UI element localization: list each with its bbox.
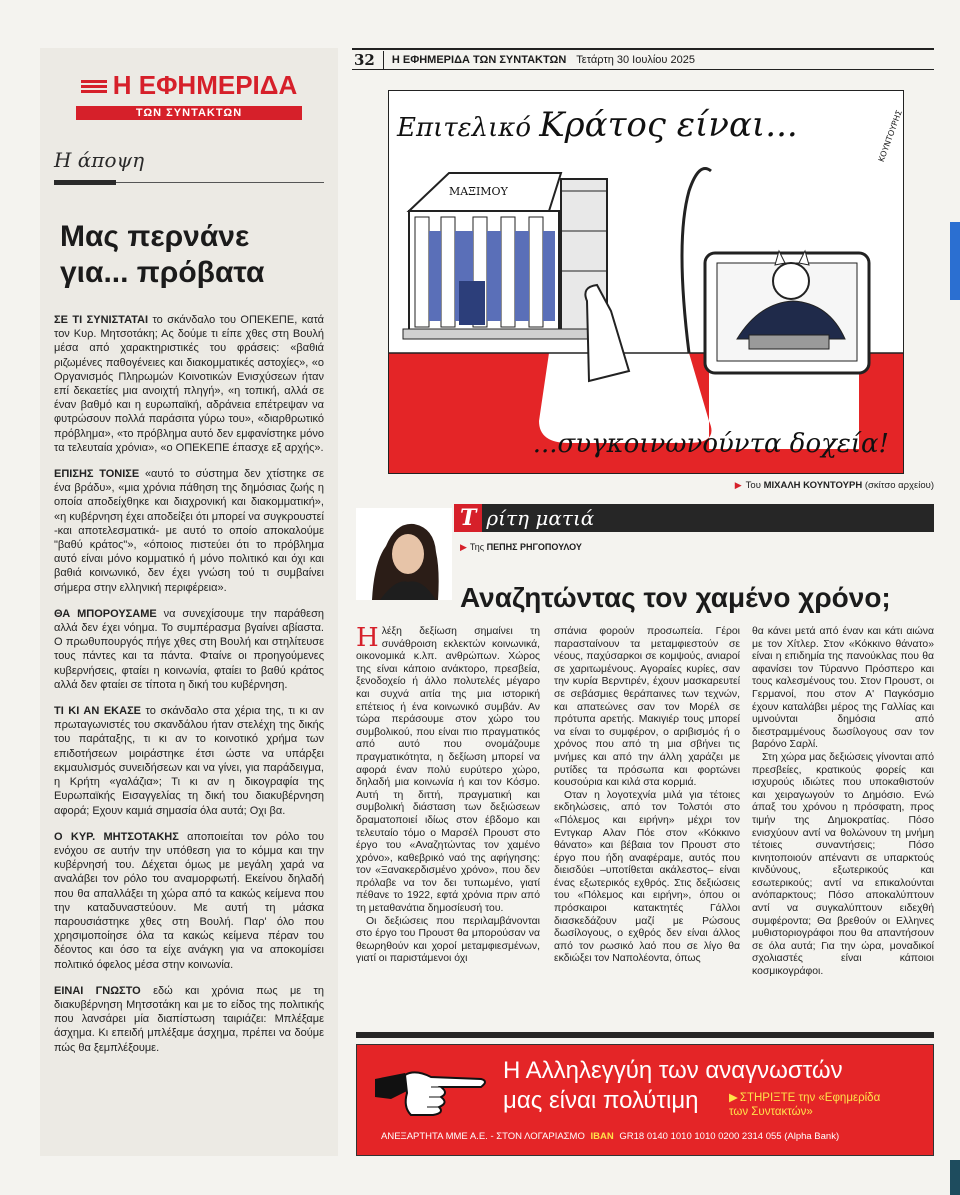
article-column-1 [356,623,540,966]
opinion-column [40,48,338,1156]
triangle-arrow-icon: ▶ [734,480,742,490]
paragraph-lead: ΤΙ ΚΙ ΑΝ ΕΚΑΣΕ [54,705,142,718]
paragraph-lead: ΘΑ ΜΠΟΡΟΥΣΑΜΕ [54,607,157,620]
article-headline: Αναζητώντας τον χαμένο χρόνο; [460,582,891,613]
opinion-paragraph [54,704,324,818]
bank-name: (Alpha Bank) [784,1131,840,1142]
byline-name: ΠΕΠΗΣ ΡΗΓΟΠΟΥΛΟΥ [486,542,582,552]
masthead-title: Η ΕΦΗΜΕΡΙΔΑ [112,70,298,100]
flag-stripes-icon [81,80,107,92]
credit-suffix: (σκίτσο αρχείου) [862,480,934,491]
support-cta[interactable] [729,1091,929,1119]
byline [460,542,582,553]
solidarity-banner[interactable] [356,1044,934,1156]
paragraph-text: το σκάνδαλο του ΟΠΕΚΕΠΕ, κατά τον Κυρ. Μητσοτάκη; Ας δούμε τι είπε χθες στη Βουλή μέσα από χαρακτηριστικές του φράσεις: «βαθιά ριζωμένες παθογένειες και διακομματικές αστοχίες», «ο Οργανισμός Πληρωμών Κοινοτικών Ενισχύσεων ήταν επί δεκαετίες μια ανοιχτή πληγή», «η τοπική, αλλά σε έναν βαθμό και η ευρωπαϊκή, αδράνεια επέτρεψαν να φυτρώσουν πολλά παράσιτα γύρω του», «διαρθρωτικό πρόβλημα», «το πρόβλημα αυτό δεν εμφανίστηκε μόνο τα τελευταία χρόνια», «ο ΟΠΕΚΕΠΕ έπασχε εξ αρχής». [54,314,325,454]
opinion-paragraph [54,984,324,1055]
building-label: ΜΑΞΙΜΟΥ [449,185,508,198]
pointing-hand-icon [371,1059,491,1121]
cartoon-caption-prefix: Επιτελικό [397,113,531,143]
account-holder: ΑΝΕΞΑΡΤΗΤΑ ΜΜΕ Α.Ε. - ΣΤΟΝ ΛΟΓΑΡΙΑΣΜΟ [381,1131,585,1142]
article-paragraph: θα κάνει μετά από έναν και κάτι αιώνα με τον Χίτλερ. Στον «Κόκκινο θάνατο» είναι η επιδημία της πανούκλας που θα αφανίσει τον Τύραννο Πρόσπερο και τους καλεσμένους του. Στον Προυστ, οι Γερμανοί, που στον Α' Παγκόσμιο έχουν καταλάβει μέρος της Γαλλίας και υμνούνται δημόσια από διεστραμμένους δωσίλογους σαν τον βαρόνο Σαρλί. [752,626,934,751]
paragraph-lead: ΕΠΙΣΗΣ ΤΟΝΙΣΕ [54,468,140,481]
banner-divider [356,1032,934,1038]
masthead-logo [54,70,324,120]
author-portrait [356,508,452,600]
credit-name: ΜΙΧΑΛΗ ΚΟΥΝΤΟΥΡΗ [763,480,863,491]
cartoon-drawing [389,91,904,474]
triangle-arrow-icon: ▶ [460,542,467,552]
iban-label: IBAN [590,1131,614,1142]
cta-line1: ΣΤΗΡΙΞΤΕ την «Εφημερίδα [739,1092,881,1104]
opinion-paragraph [54,467,324,595]
byline-prefix: Της [469,542,487,552]
issue-date: Τετάρτη 30 Ιουλίου 2025 [576,53,695,66]
article-paragraph [356,623,540,916]
opinion-headline [54,219,324,291]
article-paragraph: σπάνια φορούν προσωπεία. Γέροι παρασταίνουν τα μεταμφιεστούν σε νέους, παχύσαρκοι σε κομψούς, ανιαροί σε χαριτωμένους. Αγοραίες κυρίες, σαν την κυρία Βερντιρέν, έχουν μασκαρευτεί σε σεβάσμιες θεράπαινες των τεχνών, και απατεώνες σαν τον Μορέλ σε πρότυπα αρετής. Μακιγιέρ τους μπορεί να είναι το συμφέρον, ο αριβισμός ή ο χρόνος που από τη μια σβήνει τις μνήμες και από την άλλη χαράζει με ρυτίδες τα πρόσωπα και φορτώνει κουσούρια και κιλά στα κορμιά. [554,626,740,789]
column-header [460,504,934,532]
bank-account-line [381,1131,839,1142]
dropcap: Η [356,623,379,653]
article-paragraph: Οι δεξιώσεις που περιλαμβάνονται στο έργο του Προυστ θα μπορούσαν να θεωρηθούν και χοροί μεταμφιεσμένων, γιατί οι παριστάμενοι όχι [356,915,540,965]
cartoon-signature: ΚΟΥΝΤΟΥΡΗΣ [876,109,904,164]
article-column-2 [554,626,740,966]
author-photo-icon [356,508,452,600]
opinion-headline-line2: για... πρόβατα [60,256,265,289]
cartoon-credit [735,480,934,491]
page-number: 32 [352,51,384,69]
paragraph-text: το σκάνδαλο στα χέρια της, τι κι αν πρωταγωνιστές του σκανδάλου ήταν στελέχη της δικής του παράταξης, τι κι αν το κοινοτικό χρήμα των επιδοτήσεων μοιράστηκε έτσι ώστε να υπάρξει εκμαυλισμός συνειδήσεων και να γίνει, για παράδειγμα, η Κρήτη «γαλάζια»; Τι κι αν η δικογραφία της Ευρωπαϊκής Εισαγγελίας τη δική του διακυβέρνηση αφορά; Εχουν καμιά σημασία όλα αυτά; Οχι βα. [54,705,324,817]
cartoon-caption-bottom: ...συγκοινωνούντα δοχεία! [532,429,889,459]
paragraph-lead: ΣΕ ΤΙ ΣΥΝΙΣΤΑΤΑΙ [54,314,149,326]
section-divider [54,180,324,185]
banner-title-line2: μας είναι πολύτιμη [503,1087,699,1114]
cartoon-caption-main: Κράτος είναι... [539,105,798,145]
masthead-title-row [54,70,324,101]
maximou-building-icon [403,173,613,339]
editorial-cartoon [388,90,904,474]
edge-tab [950,222,960,300]
masthead-subtitle: ΤΩΝ ΣΥΝΤΑΚΤΩΝ [76,106,302,120]
article-paragraph: Στη χώρα μας δεξιώσεις γίνονται από πρεσβείες, κρατικούς φορείς και ισχυρούς ιδιώτες που υποκαθιστούν και χειραγωγούν το Δημόσιο. Ενώ άπαξ του χρόνου η πρόσφατη, προς τιμήν της Δημοκρατίας. Πόσο ενισχύουν αντί να θολώνουν τη μνήμη τέτοιες συναντήσεις; Πόσο κινητοποιούν απέναντι σε υπαρκτούς κινδύνους, εξωτερικούς και εσωτερικούς; αντί να επικαλούνται ανόπαρκτους; Πόσο αποκαλύπτουν αντί να συγκαλύπτουν ειδεχθή συμφέροντα; Θα βρεθούν οι Ελληνες μυθιστοριογράφοι που θα απαντήσουν σε όλα αυτά; Για την ώρα, μοναδικοί σχολιαστές είναι κάποιοι κοσμικογράφοι. [752,751,934,978]
section-label: Η άποψη [54,148,145,172]
paragraph-text: εδώ και χρόνια πως με τη διακυβέρνηση Μητσοτάκη και με το είδος της πολιτικής που λανσάρει μία διαπίστωση ταιριάζει: Μπλέξαμε άσχημα. Κι επειδή μπλέξαμε άσχημα, πρέπει να δούμε πώς θα ξεμπλέξουμε. [54,984,324,1054]
edge-tab [950,1160,960,1195]
opinion-paragraph [54,607,324,692]
triangle-arrow-icon: ▶ [729,1092,738,1104]
opinion-headline-line1: Μας περνάνε [60,220,250,253]
article-column-3 [752,626,934,979]
banner-title-line1: Η Αλληλεγγύη των αναγνωστών [503,1057,843,1084]
article-paragraph: Οταν η λογοτεχνία μιλά για τέτοιες εκδηλώσεις, από τον Τολστόι στο «Πόλεμος και ειρήνη» μέχρι τον Εντγκαρ Αλαν Πόε στον «Κόκκινο θάνατο» και βέβαια τον Προυστ στο έργο που ήδη αναφέραμε, αυτός που διεισδύει –υποτίθεται ακάλεστος– είναι ένας εξωτερικός εχθρός. Στις δεξιώσεις του «Πόλεμος και ειρήνη», όπου οι πρόσκαιροι κατακτητές Γάλλοι διασκεδάζουν μαζί με Ρώσους δωσίλογους, ο εχθρός δεν είναι άλλος από τον ρωσικό λαό που σε λίγο θα εκδιώξει τον Ναπολέοντα, όπως [554,789,740,965]
column-name: ρίτη ματιά [486,506,595,530]
iban-number: GR18 0140 1010 1010 0200 2314 055 [619,1131,782,1142]
paragraph-text: αποποιείται τον ρόλο του ενόχου σε αυτήν την υπόθεση για το κόμμα και την κυβέρνησή του. Δέχεται όμως με μεγάλη χαρά να αναλάβει τον ρόλο του αναμορφωτή. Εκείνου δηλαδή που θα απαλλάξει τη χώρα από τα κακώς κείμενα που την καταδυναστεύουν. Με αυτή τη μάσκα παρουσιάστηκε χθες στη Βουλή. Παρ' όλο που χρησιμοποίησε όλα τα κακώς κείμενα πέραν του δέοντος και όσο τα είχε ανάγκη για να αποκομίσει πολιτικό όφελος μέσα στην κοινωνία. [54,830,324,971]
page-header-bar [352,48,934,70]
paragraph-text: λέξη δεξίωση σημαίνει τη συνάθροιση εκλεκτών κοινωνικά, οικονομικά κ.λπ. ανθρώπων. Χώρος της είναι κάποιο ανάκτορο, πρεσβεία, ξενοδοχείο ή άλλο πολυτελές μέγαρο και συχνά αιτία της μια ιστορική επέτειος ή ένα κοινωνικό συμβάν. Αν τώρα περάσουμε στον χώρο του συμβολικού, που είναι πιο πραγματικός από αυτό που ονομάζουμε πραγματικότητα, η δεξίωση μπορεί να αφορά έναν πολύ ευρύτερο χώρο, δηλαδή μια κοινωνία ή και τον Κόσμο. Αυτή τη διττή, πραγματική και συμβολική διάσταση των δεξιώσεων δραματοποιεί ιδίως στον έβδομο και τελευταίο τόμο ο Μαρσέλ Προυστ στο έργο του «Αναζητώντας τον χαμένο χρόνο», καθεβρικό ναό της αφήγησης: τον «Ξανακερδισμένο χρόνο», που δεν πρόλαβε να τον δει τυπωμένο, γιατί πέθανε το 1922, εφτά χρόνια πριν από τη μεταθανάτια δημοσίευσή του. [356,626,540,915]
paper-name: Η ΕΦΗΜΕΡΙΔΑ ΤΩΝ ΣΥΝΤΑΚΤΩΝ [391,53,567,66]
paragraph-text: να συνεχίσουμε την παράθεση αλλά δεν έχει νόημα. Το συμπέρασμα βγαίνει αβίαστα. Ο πρωθυπουργός πήγε χθες στη Βουλή και στηλίτευσε τους πάντες και τα πάντα. Φταίνε οι προηγούμενες κυβερνήσεις, φταίει η κοινωνία, φταίει το βαθύ κράτος αλλά δεν φταίει σε τίποτα η δική του κυβέρνηση. [54,607,324,691]
opinion-paragraph [54,830,324,972]
paragraph-lead: Ο ΚΥΡ. ΜΗΤΣΟΤΑΚΗΣ [54,830,179,843]
paragraph-text: «αυτό το σύστημα δεν χτίστηκε σε ένα βράδυ», «μια χρόνια πάθηση της δημόσιας ζωής η οποία αποδείχθηκε και διαχρονική και διακομματική», «η κυβέρνηση έχει αποδείξει ότι μπορεί να συγκρουστεί -και αποτελεσματικά- με αυτό το οποίο αποκαλούμε "βαθύ κράτος"», «όποιος πιστεύει ότι το πρόβλημα αυτό είναι μόνο κομματικό ή μόνο πολιτικό και όχι και βαθιά κοινωνικό, δεν έχει γνώση τού τι συμβαίνει σήμερα στην ελληνική περιφέρεια». [54,468,324,594]
paragraph-lead: ΕΙΝΑΙ ΓΝΩΣΤΟ [54,984,141,997]
credit-prefix: Του [745,480,764,491]
column-initial: Τ [454,504,482,532]
cta-line2: των Συντακτών» [729,1106,813,1118]
opinion-paragraph [54,313,324,455]
